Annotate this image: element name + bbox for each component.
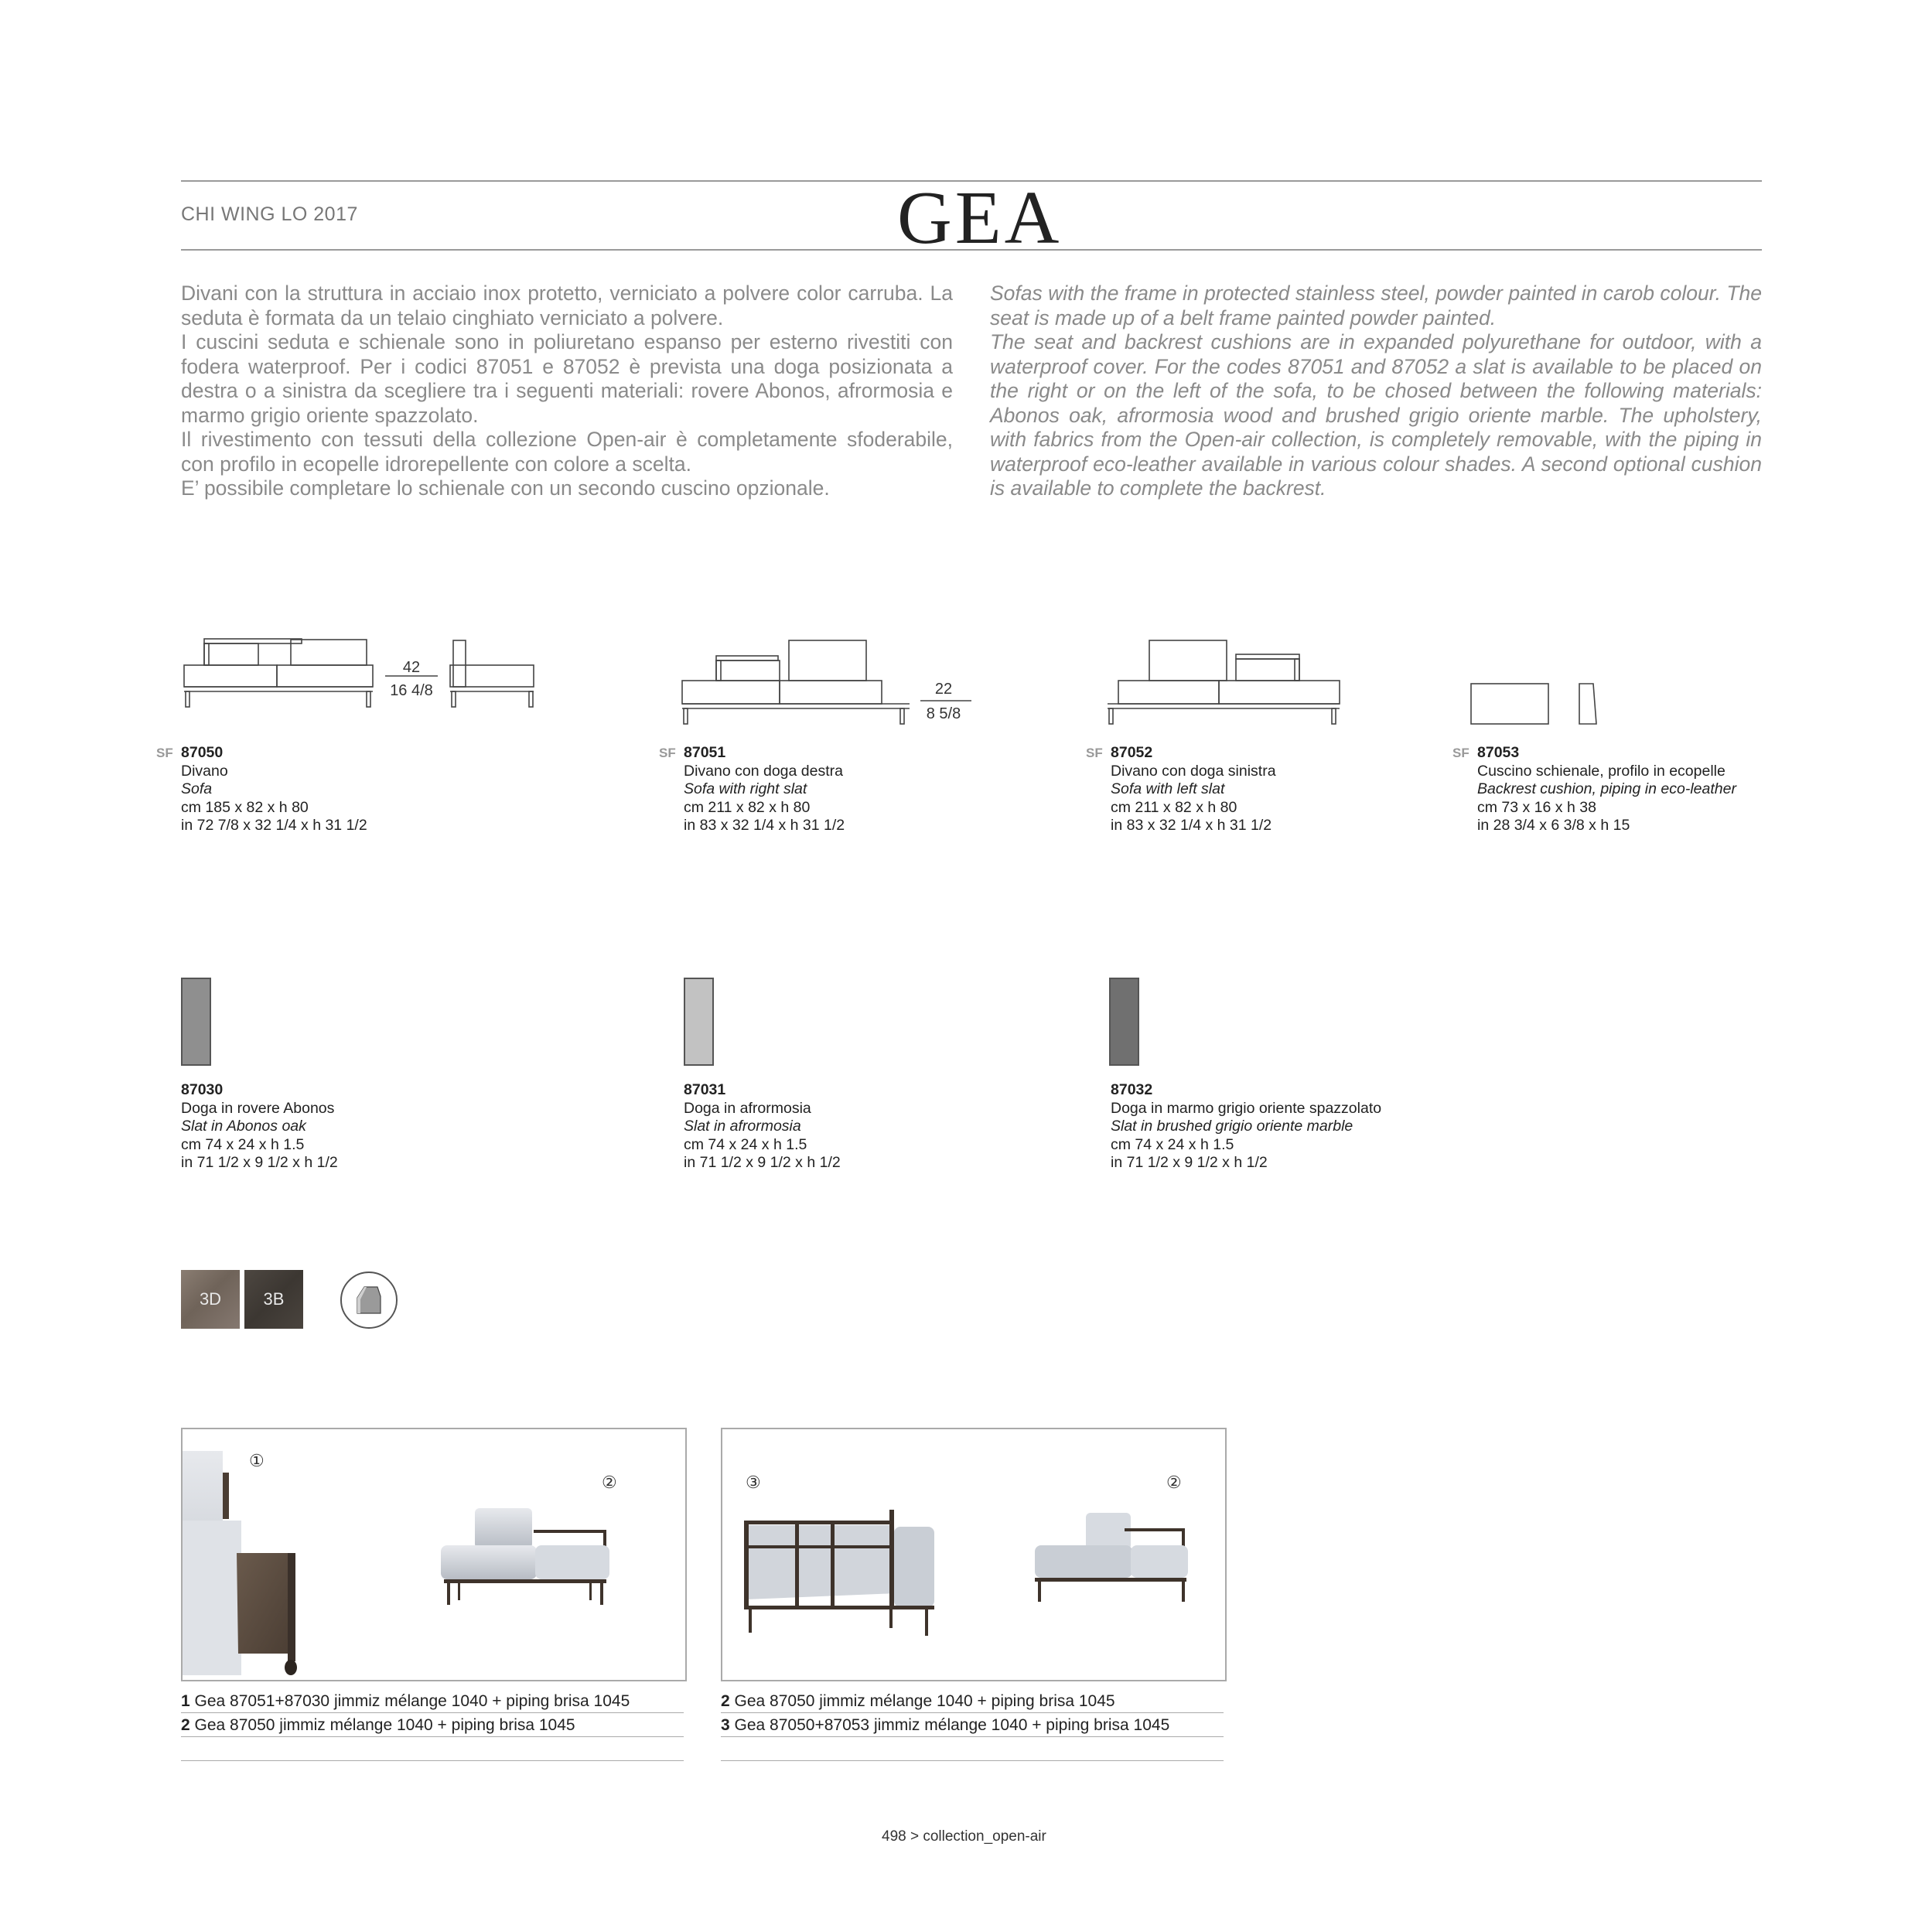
slat-swatch-87030 [181,978,211,1066]
product-prefix: SF [659,746,676,760]
finish-swatch-3b: 3B [244,1270,303,1329]
slat-code: 87030 [181,1081,224,1098]
page-title: GEA [897,176,1063,260]
slat-87030 [181,1081,338,1173]
slat-code: 87031 [684,1081,726,1098]
description-en-p2: The seat and backrest cushions are in expanded polyurethane for outdoor, with a waterproof cover. For the codes 87051 and 87052 a slat is available to be placed on the right or on the left of the sofa, to be chosed between the following materials: Abonos oak, afrormosia wood and brushed grigio oriente marble. The upholstery, with fabrics from the Open-air collection, is completely removable, with the piping in waterproof eco-leather available in various colour shades. A second optional cushion is available to complete the backrest. [990,330,1762,500]
product-code: 87052 [1111,744,1153,761]
product-dims-in: in 83 x 32 1/4 x h 31 1/2 [1111,817,1272,834]
caption-number: 3 [721,1716,730,1734]
slat-name-en: Slat in Abonos oak [181,1118,306,1135]
photo-1-marker-2: ② [602,1473,617,1492]
caption-number: 2 [721,1692,730,1710]
product-prefix: SF [1452,746,1469,760]
slat-87032 [1111,1081,1381,1173]
product-87052 [1111,744,1276,835]
product-name-en: Sofa with right slat [684,780,807,797]
page-footer: 498 > collection_open-air [882,1828,1046,1845]
product-name-it: Cuscino schienale, profilo in ecopelle [1477,762,1725,780]
slat-height-in: 8 5/8 [926,705,961,722]
description-english [990,282,1762,501]
product-prefix: SF [156,746,173,760]
photo-2-captions [721,1689,1224,1761]
caption-spacer [181,1737,684,1761]
slat-name-it: Doga in marmo grigio oriente spazzolato [1111,1099,1382,1117]
product-87050 [181,744,367,835]
product-name-it: Divano con doga destra [684,762,843,780]
product-dims-cm: cm 185 x 82 x h 80 [181,798,309,816]
slat-dims-in: in 71 1/2 x 9 1/2 x h 1/2 [684,1154,841,1171]
slat-name-it: Doga in rovere Abonos [181,1099,335,1117]
description-it-p1: Divani con la struttura in acciaio inox protetto, verniciato a polvere color carruba. La seduta è formata da un telaio cinghiato verniciato a polvere. [181,282,953,329]
product-87053 [1477,744,1736,835]
slat-code: 87032 [1111,1081,1153,1098]
slat-dims-in: in 71 1/2 x 9 1/2 x h 1/2 [1111,1154,1268,1171]
product-name-it: Divano con doga sinistra [1111,762,1276,780]
product-code: 87051 [684,744,726,761]
product-dims-in: in 72 7/8 x 32 1/4 x h 31 1/2 [181,817,367,834]
slat-dims-cm: cm 74 x 24 x h 1.5 [684,1135,807,1153]
caption-text: Gea 87050+87053 jimmiz mélange 1040 + piping brisa 1045 [734,1716,1170,1734]
product-dims-in: in 28 3/4 x 6 3/8 x h 15 [1477,817,1630,834]
caption-number: 2 [181,1716,190,1734]
finish-swatch-3d: 3D [181,1270,240,1329]
slat-height-cm: 22 [934,681,953,698]
product-name-en: Sofa [181,780,213,797]
drawing-87053 [1469,681,1624,735]
photo-1-marker-1: ① [249,1451,265,1470]
caption-text: Gea 87050 jimmiz mélange 1040 + piping brisa 1045 [194,1716,575,1734]
photo-1-captions [181,1689,684,1761]
slat-dims-cm: cm 74 x 24 x h 1.5 [1111,1135,1234,1153]
product-name-it: Divano [181,762,228,780]
product-name-en: Sofa with left slat [1111,780,1225,797]
protective-cover-icon [339,1270,399,1330]
slat-87031 [684,1081,841,1173]
slat-dims-in: in 71 1/2 x 9 1/2 x h 1/2 [181,1154,338,1171]
product-dims-cm: cm 211 x 82 x h 80 [684,798,811,816]
caption-text: Gea 87051+87030 jimmiz mélange 1040 + piping brisa 1045 [194,1692,630,1710]
slat-swatch-87032 [1109,978,1139,1066]
product-87051 [684,744,845,835]
seat-height-in: 16 4/8 [390,682,433,699]
slat-name-en: Slat in afrormosia [684,1118,801,1135]
slat-swatch-87031 [684,978,714,1066]
description-en-p1: Sofas with the frame in protected stainless steel, powder painted in carob colour. The seat is made up of a belt frame painted powder painted. [990,282,1762,329]
product-prefix: SF [1086,746,1103,760]
slat-dims-cm: cm 74 x 24 x h 1.5 [181,1135,305,1153]
product-code: 87050 [181,744,224,761]
caption-spacer [721,1737,1224,1761]
caption-text: Gea 87050 jimmiz mélange 1040 + piping brisa 1045 [734,1692,1115,1710]
caption-row [181,1689,684,1713]
product-code: 87053 [1477,744,1520,761]
description-italian [181,282,953,501]
caption-row [181,1713,684,1737]
designer-label: CHI WING LO 2017 [181,203,358,225]
caption-row [721,1689,1224,1713]
product-dims-in: in 83 x 32 1/4 x h 31 1/2 [684,817,845,834]
photo-2-marker-3: ③ [746,1473,761,1492]
slat-name-it: Doga in afrormosia [684,1099,811,1117]
caption-row [721,1713,1224,1737]
drawing-87050 [178,634,549,735]
seat-height-cm: 42 [402,659,421,676]
photo-gea-2-illustration [722,1429,1225,1680]
caption-number: 1 [181,1692,190,1710]
product-dims-cm: cm 211 x 82 x h 80 [1111,798,1237,816]
description-it-p4: E’ possibile completare lo schienale con un secondo cuscino opzionale. [181,476,830,500]
photo-2-marker-2: ② [1166,1473,1182,1492]
product-name-en: Backrest cushion, piping in eco-leather [1477,780,1736,797]
slat-name-en: Slat in brushed grigio oriente marble [1111,1118,1353,1135]
description-it-p2: I cuscini seduta e schienale sono in poliuretano espanso per esterno rivestiti con fodera waterproof. Per i codici 87051 e 87052 è prevista una doga posizionata a destra o a sinistra da scegliere tra i seguenti materiali: rovere Abonos, afrormosia e marmo grigio oriente spazzolato. [181,330,953,427]
product-dims-cm: cm 73 x 16 x h 38 [1477,798,1596,816]
photo-gea-2 [721,1428,1227,1681]
description-it-p3: Il rivestimento con tessuti della collezione Open-air è completamente sfoderabile, con profilo in ecopelle idrorepellente con colore a scelta. [181,428,953,476]
drawing-87052 [1106,634,1353,735]
